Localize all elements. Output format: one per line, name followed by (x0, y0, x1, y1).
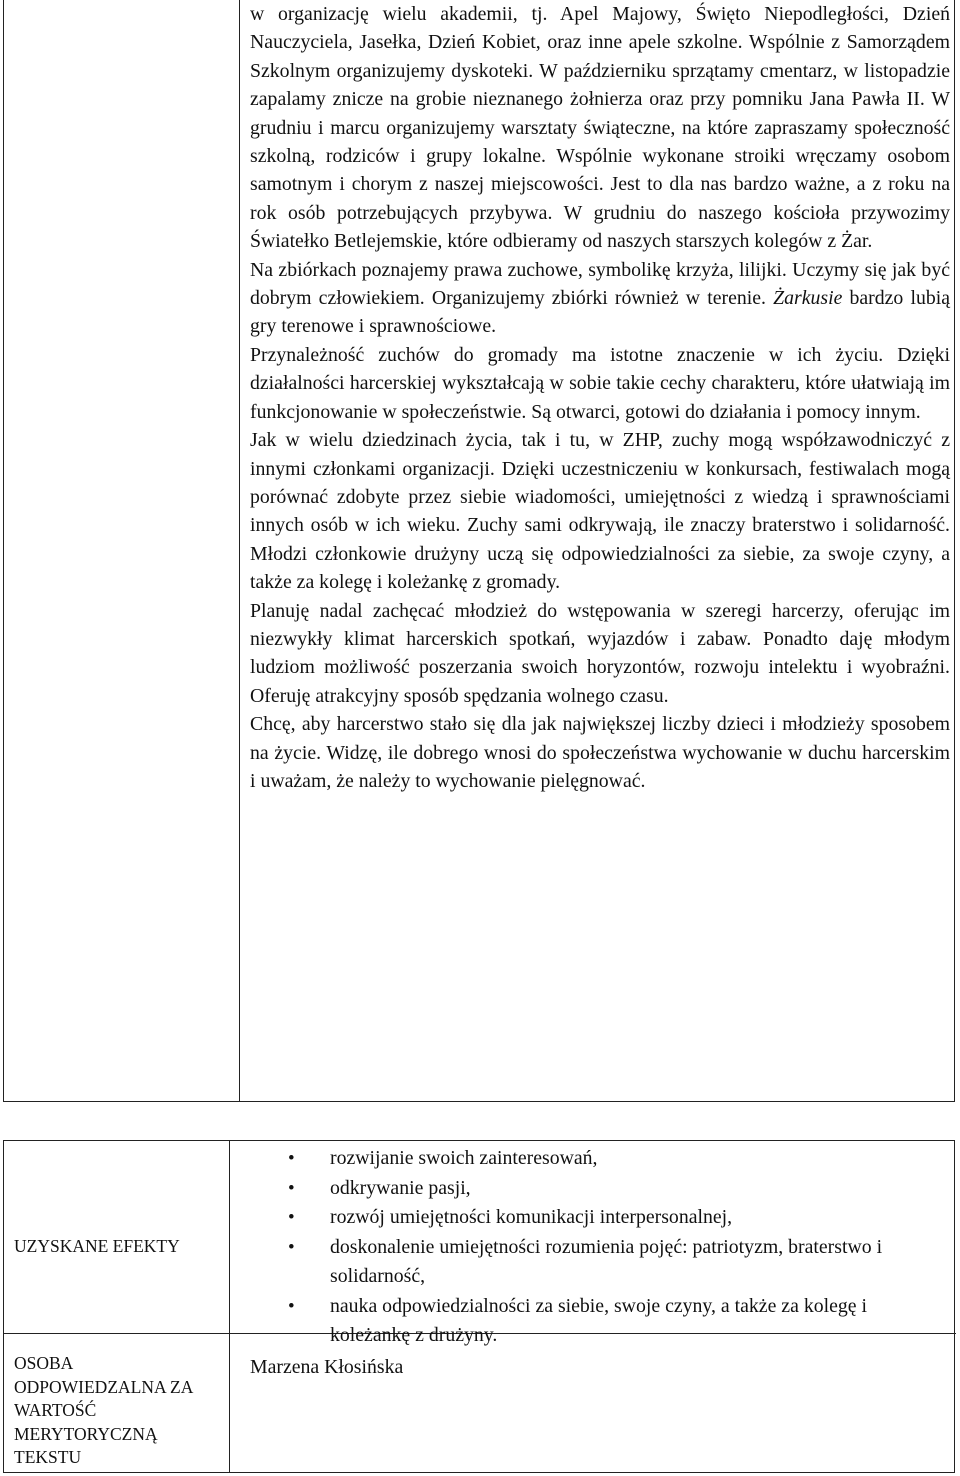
effect-item (244, 1174, 944, 1204)
paragraph-belonging: Przynależność zuchów do gromady ma istotne znaczenie w ich życiu. Dzięki działalności harcerskiej wykształcają w sobie takie cechy charakteru, które ułatwiają im funkcjonowanie w społeczeństwie. Są otwarci, gotowi do działania i pomocy innym. (250, 343, 950, 423)
effects-list (244, 1144, 944, 1351)
responsible-label: OSOBA ODPOWIEDZALNA ZA WARTOŚĆ MERYTORYCZNĄ TEKSTU (14, 1353, 193, 1467)
bullet-icon: • (288, 1177, 295, 1199)
effect-item (244, 1203, 944, 1233)
bullet-icon: • (288, 1295, 295, 1317)
effect-text: doskonalenie umiejętności rozumienia pojęć: patriotyzm, braterstwo i solidarność, (330, 1235, 883, 1287)
effect-text: nauka odpowiedzialności za siebie, swoje czyny, a także za kolegę i koleżankę z drużyny. (330, 1294, 867, 1346)
empty-label-cell (4, 0, 240, 1101)
author-name: Marzena Kłosińska (250, 1356, 404, 1378)
effect-text: odkrywanie pasji, (330, 1176, 471, 1199)
paragraph-meetings-after: bardzo lubią gry terenowe i sprawnościowe. (250, 287, 950, 338)
effect-item (244, 1233, 944, 1292)
bullet-icon: • (288, 1148, 295, 1169)
bullet-icon: • (288, 1236, 295, 1258)
paragraph-plans: Planuję nadal zachęcać młodzież do wstępowania w szeregi harcerzy, oferując im niezwykły klimat harcerskich spotkań, wyjazdów i zabaw. Ponadto daję młodym ludziom możliwość poszerzania swoich horyzontów, rozwoju intelektu i wyobraźni. Oferuję atrakcyjny sposób spędzania wolnego czasu. (250, 599, 950, 707)
description-text (250, 0, 950, 795)
emphasis-zarkusie: Żarkusie (773, 287, 843, 310)
effect-item (244, 1144, 944, 1174)
paragraph-meetings (250, 256, 950, 341)
effect-text: rozwijanie swoich zainteresowań, (330, 1147, 598, 1169)
effect-text: rozwój umiejętności komunikacji interpersonalnej, (330, 1206, 733, 1228)
bullet-icon: • (288, 1207, 295, 1228)
summary-table (3, 1140, 955, 1473)
description-table-section (3, 0, 955, 1102)
effects-label: UZYSKANE EFEKTY (14, 1236, 180, 1256)
paragraph-meetings-before: Na zbiórkach poznajemy prawa zuchowe, symbolikę krzyża, lilijki. Uczymy się jak być dobrym człowiekiem. Organizujemy zbiórki również w terenie. (250, 258, 950, 310)
paragraph-competition: Jak w wielu dziedzinach życia, tak i tu, w ZHP, zuchy mogą współzawodniczyć z innymi członkami organizacji. Dzięki uczestniczeniu w konkursach, festiwalach mogą porównać zdobyte przez siebie wiadomości, umiejętności z wiedzą i sprawnościami innych osób w ich wieku. Zuchy sami odkrywają, ile znaczy braterstwo i solidarność. Młodzi członkowie drużyny uczą się odpowiedzialności za siebie, za swoje czyny, a także za kolegę i koleżankę z gromady. (250, 429, 950, 594)
effect-item (244, 1292, 944, 1351)
paragraph-conclusion: Chcę, aby harcerstwo stało się dla jak największej liczby dzieci i młodzieży sposobem na życie. Widzę, ile dobrego wnosi do społeczeństwa wychowanie w duchu harcerskim i uważam, że należy to wychowanie pielęgnować. (250, 713, 950, 792)
paragraph-activities: w organizację wielu akademii, tj. Apel Majowy, Święto Niepodległości, Dzień Nauczyciela, Jasełka, Dzień Kobiet, oraz inne apele szkolne. Wspólnie z Samorządem Szkolnym organizujemy dyskoteki. W październiku sprzątamy cmentarz, w listopadzie zapalamy znicze na grobie nieznanego żołnierza oraz przy pomniku Jana Pawła II. W grudniu i marcu organizujemy warsztaty świąteczne, na które zapraszamy społeczność szkolną, rodziców i grupy lokalne. Wspólnie wykonane stroiki wręczamy osobom samotnym i chorym z naszej miejscowości. Jest to dla nas bardzo ważne, a z roku na rok osób potrzebujących przybywa. W grudniu do naszego kościoła przywozimy Światełko Betlejemskie, które odbieramy od naszych starszych kolegów z Żar. (250, 3, 950, 253)
